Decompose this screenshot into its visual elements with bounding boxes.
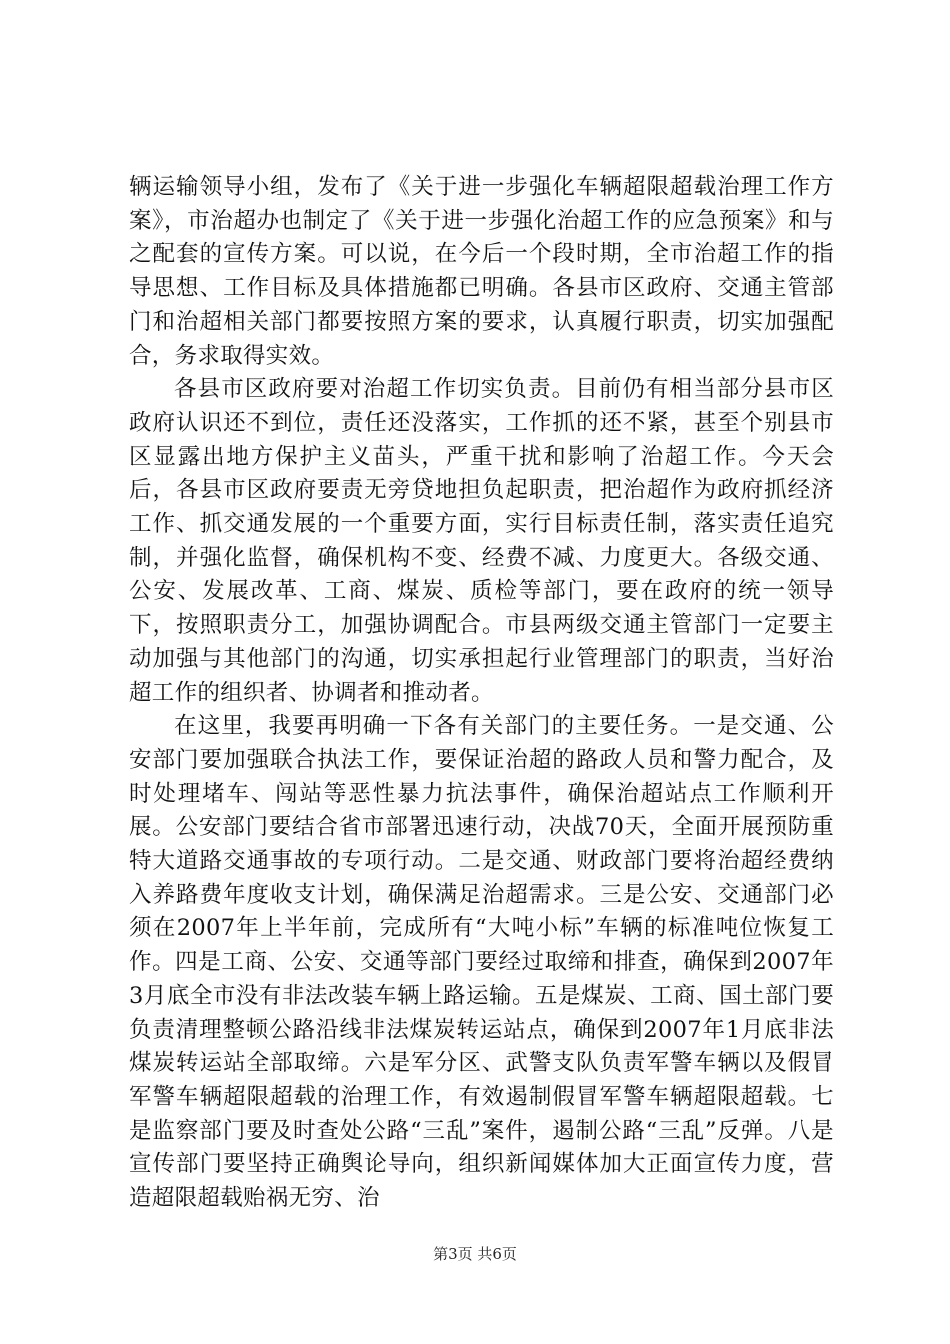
paragraph-department-tasks: 在这里，我要再明确一下各有关部门的主要任务。一是交通、公安部门要加强联合执法工作，要保证治超的路政人员和警力配合，及时处理堵车、闯站等恶性暴力抗法事件，确保治超站点工作顺利开展。公安部门要结合省市部署迅速行动，决战70天，全面开展预防重特大道路交通事故的专项行动。二是交通、财政部门要将治超经费纳入养路费年度收支计划，确保满足治超需求。三是公安、交通部门必须在2007年上半年前，完成所有“大吨小标”车辆的标准吨位恢复工作。四是工商、公安、交通等部门要经过取缔和排查，确保到2007年3月底全市没有非法改装车辆上路运输。五是煤炭、工商、国土部门要负责清理整顿公路沿线非法煤炭转运站点，确保到2007年1月底非法煤炭转运站全部取缔。六是军分区、武警支队负责军警车辆以及假冒军警车辆超限超载的治理工作，有效遏制假冒军警车辆超限超载。七是监察部门要及时查处公路“三乱”案件，遏制公路“三乱”反弹。八是宣传部门要坚持正确舆论导向，组织新闻媒体加大正面宣传力度，营造超限超载贻祸无穷、治 — [129, 713, 834, 1212]
page-number-footer: 第3页 共6页 — [433, 1245, 517, 1263]
document-body — [129, 171, 834, 1216]
paragraph-continuation: 辆运输领导小组，发布了《关于进一步强化车辆超限超载治理工作方案》，市治超办也制定了《关于进一步强化治超工作的应急预案》和与之配套的宣传方案。可以说，在今后一个段时期，全市治超工作的指导思想、工作目标及具体措施都已明确。各县市区政府、交通主管部门和治超相关部门都要按照方案的要求，认真履行职责，切实加强配合，务求取得实效。 — [129, 174, 834, 369]
paragraph-government-responsibility: 各县市区政府要对治超工作切实负责。目前仍有相当部分县市区政府认识还不到位，责任还没落实，工作抓的还不紧，甚至个别县市区显露出地方保护主义苗头，严重干扰和影响了治超工作。今天会后，各县市区政府要责无旁贷地担负起职责，把治超作为政府抓经济工作、抓交通发展的一个重要方面，实行目标责任制，落实责任追究制，并强化监督，确保机构不变、经费不减、力度更大。各级交通、公安、发展改革、工商、煤炭、质检等部门，要在政府的统一领导下，按照职责分工，加强协调配合。市县两级交通主管部门一定要主动加强与其他部门的沟通，切实承担起行业管理部门的职责，当好治超工作的组织者、协调者和推动者。 — [129, 376, 834, 706]
